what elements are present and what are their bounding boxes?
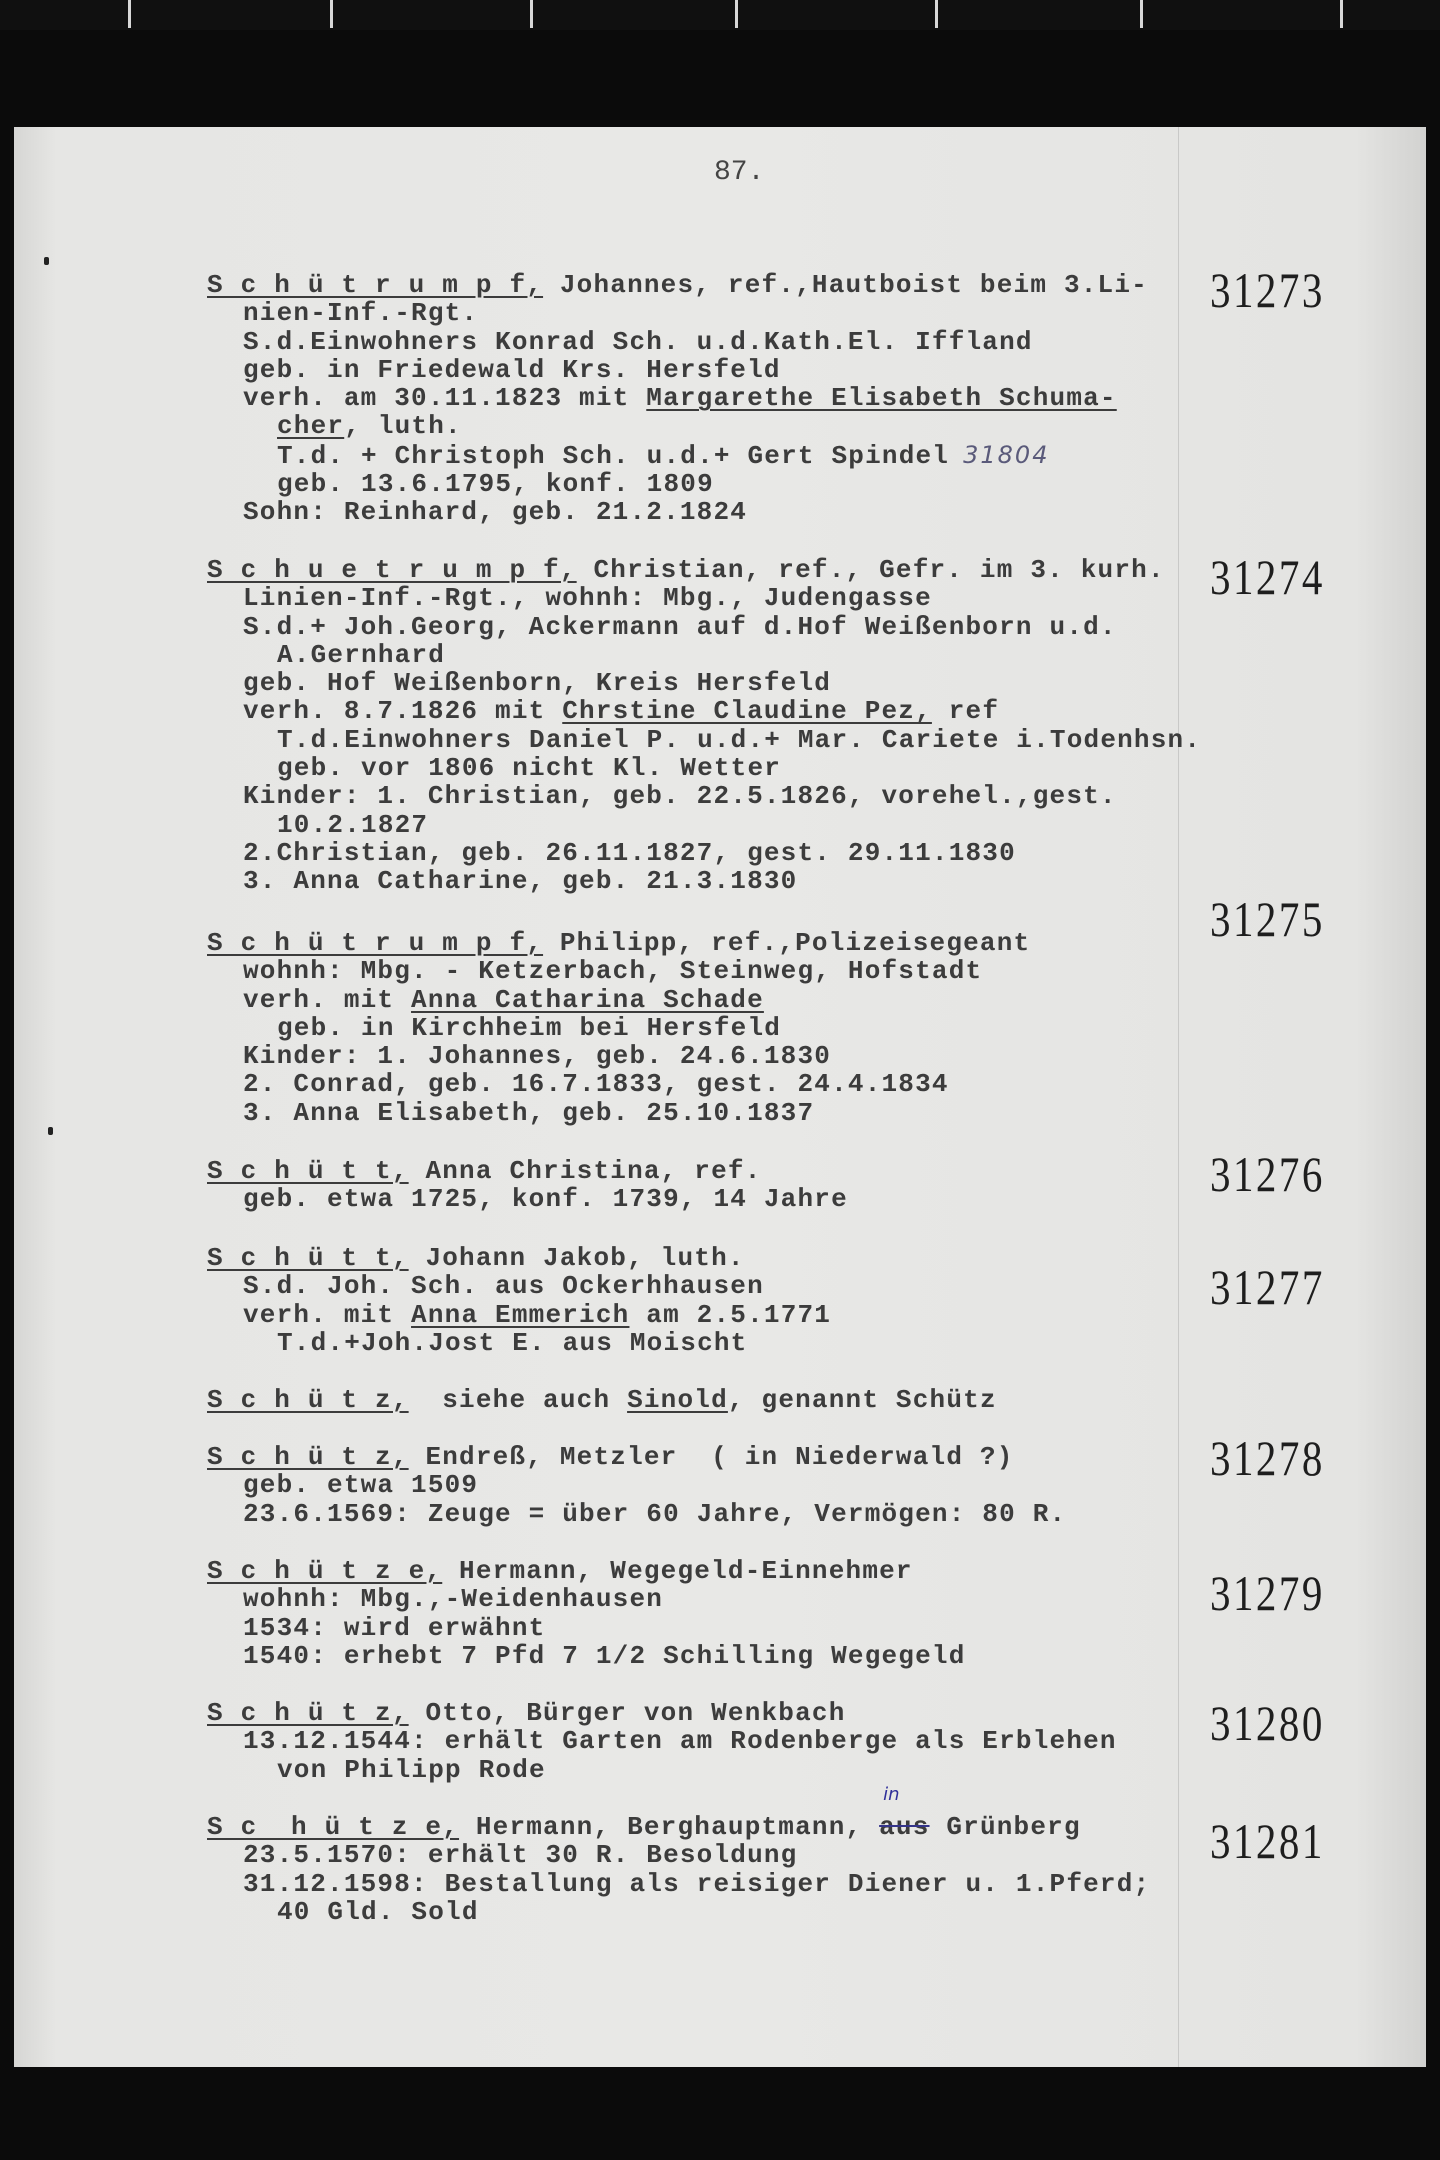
entry-heading-line <box>207 271 1148 299</box>
document-page <box>14 127 1426 2067</box>
entry-heading-text: Johann Jakob, luth. <box>408 1243 745 1273</box>
entry-line <box>207 867 1201 895</box>
struck-word: aus in <box>879 1784 930 1842</box>
entry-heading-text: Hermann, Berghauptmann, <box>459 1812 880 1842</box>
entry-line <box>207 1756 1117 1784</box>
entry-line <box>207 1727 1117 1755</box>
surname: S c h ü t z, <box>207 1698 409 1728</box>
line-text: 3. Anna Elisabeth, geb. 25.10.1837 <box>243 1097 815 1128</box>
entry-line <box>207 1870 1150 1898</box>
line-text: T.d.+Joh.Jost E. aus Moischt <box>277 1327 748 1358</box>
line-text: S.d.+ Joh.Georg, Ackermann auf d.Hof Weißenborn u.d. <box>243 611 1117 642</box>
line-text: verh. mit <box>243 984 412 1015</box>
index-entry <box>207 1699 1117 1784</box>
index-entry <box>207 1557 966 1670</box>
line-text: 1534: wird erwähnt <box>243 1612 546 1643</box>
line-text: Linien-Inf.-Rgt., wohnh: Mbg., Judengasse <box>243 583 932 614</box>
line-text: geb. Hof Weißenborn, Kreis Hersfeld <box>243 668 832 699</box>
ruler-tick <box>530 0 533 28</box>
line-text: geb. vor 1806 nicht Kl. Wetter <box>277 753 782 784</box>
spouse-name: Margarethe Elisabeth Schuma- <box>646 383 1117 414</box>
index-entry <box>207 929 1030 1127</box>
line-text: wohnh: Mbg. - Ketzerbach, Steinweg, Hofstadt <box>243 956 983 987</box>
line-text: verh. 8.7.1826 mit <box>243 696 563 727</box>
line-text: geb. in Friedewald Krs. Hersfeld <box>243 354 781 385</box>
entry-line <box>207 754 1201 782</box>
line-text: 23.6.1569: Zeuge = über 60 Jahre, Vermögen: 80 R. <box>243 1498 1067 1529</box>
line-text: Kinder: 1. Christian, geb. 22.5.1826, vorehel.,gest. <box>243 781 1117 812</box>
entry-line <box>207 957 1030 985</box>
line-text: ref <box>931 696 1000 727</box>
line-text: S.d.Einwohners Konrad Sch. u.d.Kath.El. Iffland <box>243 326 1033 357</box>
surname: S c h ü t r u m p f, <box>207 928 544 958</box>
index-entry <box>207 1443 1066 1528</box>
line-text: 13.12.1544: erhält Garten am Rodenberge als Erblehen <box>243 1726 1117 1757</box>
surname: S c h ü t z e, <box>207 1556 443 1586</box>
surname: S c h ü t t, <box>207 1156 409 1186</box>
entry-line <box>207 641 1201 669</box>
entry-heading-text: Endreß, Metzler ( in Niederwald ?) <box>408 1442 1014 1472</box>
entry-line <box>207 1500 1066 1528</box>
cross-reference: Sinold <box>627 1385 728 1415</box>
record-number: 31281 <box>1210 1813 1325 1869</box>
entry-heading-line <box>207 556 1201 584</box>
line-text: T.d.Einwohners Daniel P. u.d.+ Mar. Cariete i.Todenhsn. <box>277 724 1202 755</box>
record-number: 31277 <box>1210 1259 1325 1315</box>
entry-line <box>207 1014 1030 1042</box>
entry-line <box>207 1099 1030 1127</box>
line-text: nien-Inf.-Rgt. <box>243 298 479 329</box>
entry-heading-line <box>207 1244 831 1272</box>
surname: S c h ü t z, <box>207 1385 409 1415</box>
line-text: 1540: erhebt 7 Pfd 7 1/2 Schilling Wegegeld <box>243 1640 966 1671</box>
entry-heading-line <box>207 1557 966 1585</box>
line-text: 2.Christian, geb. 26.11.1827, gest. 29.11.1830 <box>243 837 1016 868</box>
entry-line <box>207 1841 1150 1869</box>
line-text: 3. Anna Catharine, geb. 21.3.1830 <box>243 866 798 897</box>
ruler-tick <box>735 0 738 28</box>
line-text: 31.12.1598: Bestallung als reisiger Diener u. 1.Pferd; <box>243 1868 1151 1899</box>
entry-line <box>207 1471 1066 1499</box>
line-text: wohnh: Mbg.,-Weidenhausen <box>243 1584 664 1615</box>
surname: S c h ü t z e, <box>207 1812 460 1842</box>
ruler-tick <box>1140 0 1143 28</box>
index-entry <box>207 1244 831 1357</box>
entry-heading-text: Christian, ref., Gefr. im 3. kurh. <box>576 555 1165 585</box>
entry-heading-line <box>207 1386 997 1414</box>
entry-line <box>207 498 1148 526</box>
entry-line <box>207 669 1201 697</box>
entry-line <box>207 356 1148 384</box>
surname: S c h ü t r u m p f, <box>207 270 544 300</box>
entry-line <box>207 697 1201 725</box>
line-text: Sohn: Reinhard, geb. 21.2.1824 <box>243 497 748 528</box>
index-entry <box>207 1157 848 1214</box>
ruler-tick <box>128 0 131 28</box>
line-text: A.Gernhard <box>277 639 446 670</box>
line-text: , luth. <box>344 411 462 442</box>
page-fold-line <box>1178 127 1179 2067</box>
entry-line <box>207 1185 848 1213</box>
line-text: am 2.5.1771 <box>629 1299 832 1330</box>
spouse-name: cher <box>277 411 345 442</box>
entry-heading-text: Johannes, ref.,Hautboist beim 3.Li- <box>543 270 1148 300</box>
entry-heading-text: Grünberg <box>929 1812 1081 1842</box>
speck <box>44 257 49 265</box>
entry-heading-line <box>207 1157 848 1185</box>
line-text: geb. 13.6.1795, konf. 1809 <box>277 469 714 500</box>
spouse-name: Anna Catharina Schade <box>411 984 764 1015</box>
record-number: 31275 <box>1210 891 1325 947</box>
surname: S c h u e t r u m p f, <box>207 555 577 585</box>
page-number: 87. <box>714 157 765 188</box>
spouse-name: Chrstine Claudine Pez, <box>562 696 932 727</box>
index-entry <box>207 271 1148 527</box>
record-number: 31278 <box>1210 1430 1325 1486</box>
line-text: 40 Gld. Sold <box>277 1896 479 1927</box>
ruler-tick <box>935 0 938 28</box>
entry-line <box>207 1614 966 1642</box>
line-text: verh. mit <box>243 1299 412 1330</box>
handwritten-insertion: in <box>883 1784 900 1805</box>
entry-line <box>207 1898 1150 1926</box>
entry-heading-text: siehe auch <box>408 1385 628 1415</box>
entry-line <box>207 986 1030 1014</box>
entry-line <box>207 328 1148 356</box>
entry-heading-line <box>207 1699 1117 1727</box>
scanner-ruler <box>0 0 1440 30</box>
entry-line <box>207 1301 831 1329</box>
entry-line <box>207 299 1148 327</box>
record-number: 31274 <box>1210 549 1325 605</box>
entry-line <box>207 1585 966 1613</box>
entry-heading-text: Otto, Bürger von Wenkbach <box>408 1698 846 1728</box>
entry-line <box>207 584 1201 612</box>
line-text: geb. etwa 1725, konf. 1739, 14 Jahre <box>243 1184 848 1215</box>
index-entry <box>207 1784 1151 1927</box>
entry-heading-line <box>207 1443 1066 1471</box>
entry-line <box>207 782 1201 810</box>
entry-line <box>207 839 1201 867</box>
entry-line <box>207 384 1148 412</box>
line-text: 2. Conrad, geb. 16.7.1833, gest. 24.4.1834 <box>243 1069 949 1100</box>
entry-heading-text: , genannt Schütz <box>727 1385 997 1415</box>
line-text: T.d. + Christoph Sch. u.d.+ Gert Spindel <box>277 440 950 471</box>
line-text: verh. am 30.11.1823 mit <box>243 383 647 414</box>
entry-line <box>207 470 1148 498</box>
entry-line <box>207 1272 831 1300</box>
entry-heading-text: Anna Christina, ref. <box>408 1156 762 1186</box>
line-text: geb. etwa 1509 <box>243 1470 479 1501</box>
record-number: 31273 <box>1210 262 1325 318</box>
ruler-tick <box>330 0 333 28</box>
line-text: S.d. Joh. Sch. aus Ockerhhausen <box>243 1271 764 1302</box>
record-number: 31279 <box>1210 1565 1325 1621</box>
line-text: 23.5.1570: erhält 30 R. Besoldung <box>243 1840 798 1871</box>
entry-heading-text: Philipp, ref.,Polizeisegeant <box>543 928 1031 958</box>
entry-line <box>207 811 1201 839</box>
entry-line <box>207 613 1201 641</box>
entry-heading-line <box>207 929 1030 957</box>
line-text: von Philipp Rode <box>277 1754 546 1785</box>
surname: S c h ü t t, <box>207 1243 409 1273</box>
line-text: geb. in Kirchheim bei Hersfeld <box>277 1012 782 1043</box>
index-entry <box>207 1386 997 1414</box>
entry-line <box>207 1042 1030 1070</box>
spouse-name: Anna Emmerich <box>411 1299 630 1330</box>
record-number: 31280 <box>1210 1695 1325 1751</box>
entry-line <box>207 726 1201 754</box>
line-text: Kinder: 1. Johannes, geb. 24.6.1830 <box>243 1041 832 1072</box>
surname: S c h ü t z, <box>207 1442 409 1472</box>
speck <box>48 1127 53 1135</box>
record-number: 31276 <box>1210 1146 1325 1202</box>
entry-heading-text: Hermann, Wegegeld-Einnehmer <box>442 1556 913 1586</box>
line-text: 10.2.1827 <box>277 809 429 840</box>
entry-line <box>207 441 1148 470</box>
entry-line <box>207 1070 1030 1098</box>
entry-heading-line <box>207 1784 1150 1842</box>
handwritten-reference: 31804 <box>963 440 1050 469</box>
index-entry <box>207 556 1201 896</box>
entry-line <box>207 1642 966 1670</box>
ruler-tick <box>1340 0 1343 28</box>
entry-line <box>207 412 1148 440</box>
entry-line <box>207 1329 831 1357</box>
